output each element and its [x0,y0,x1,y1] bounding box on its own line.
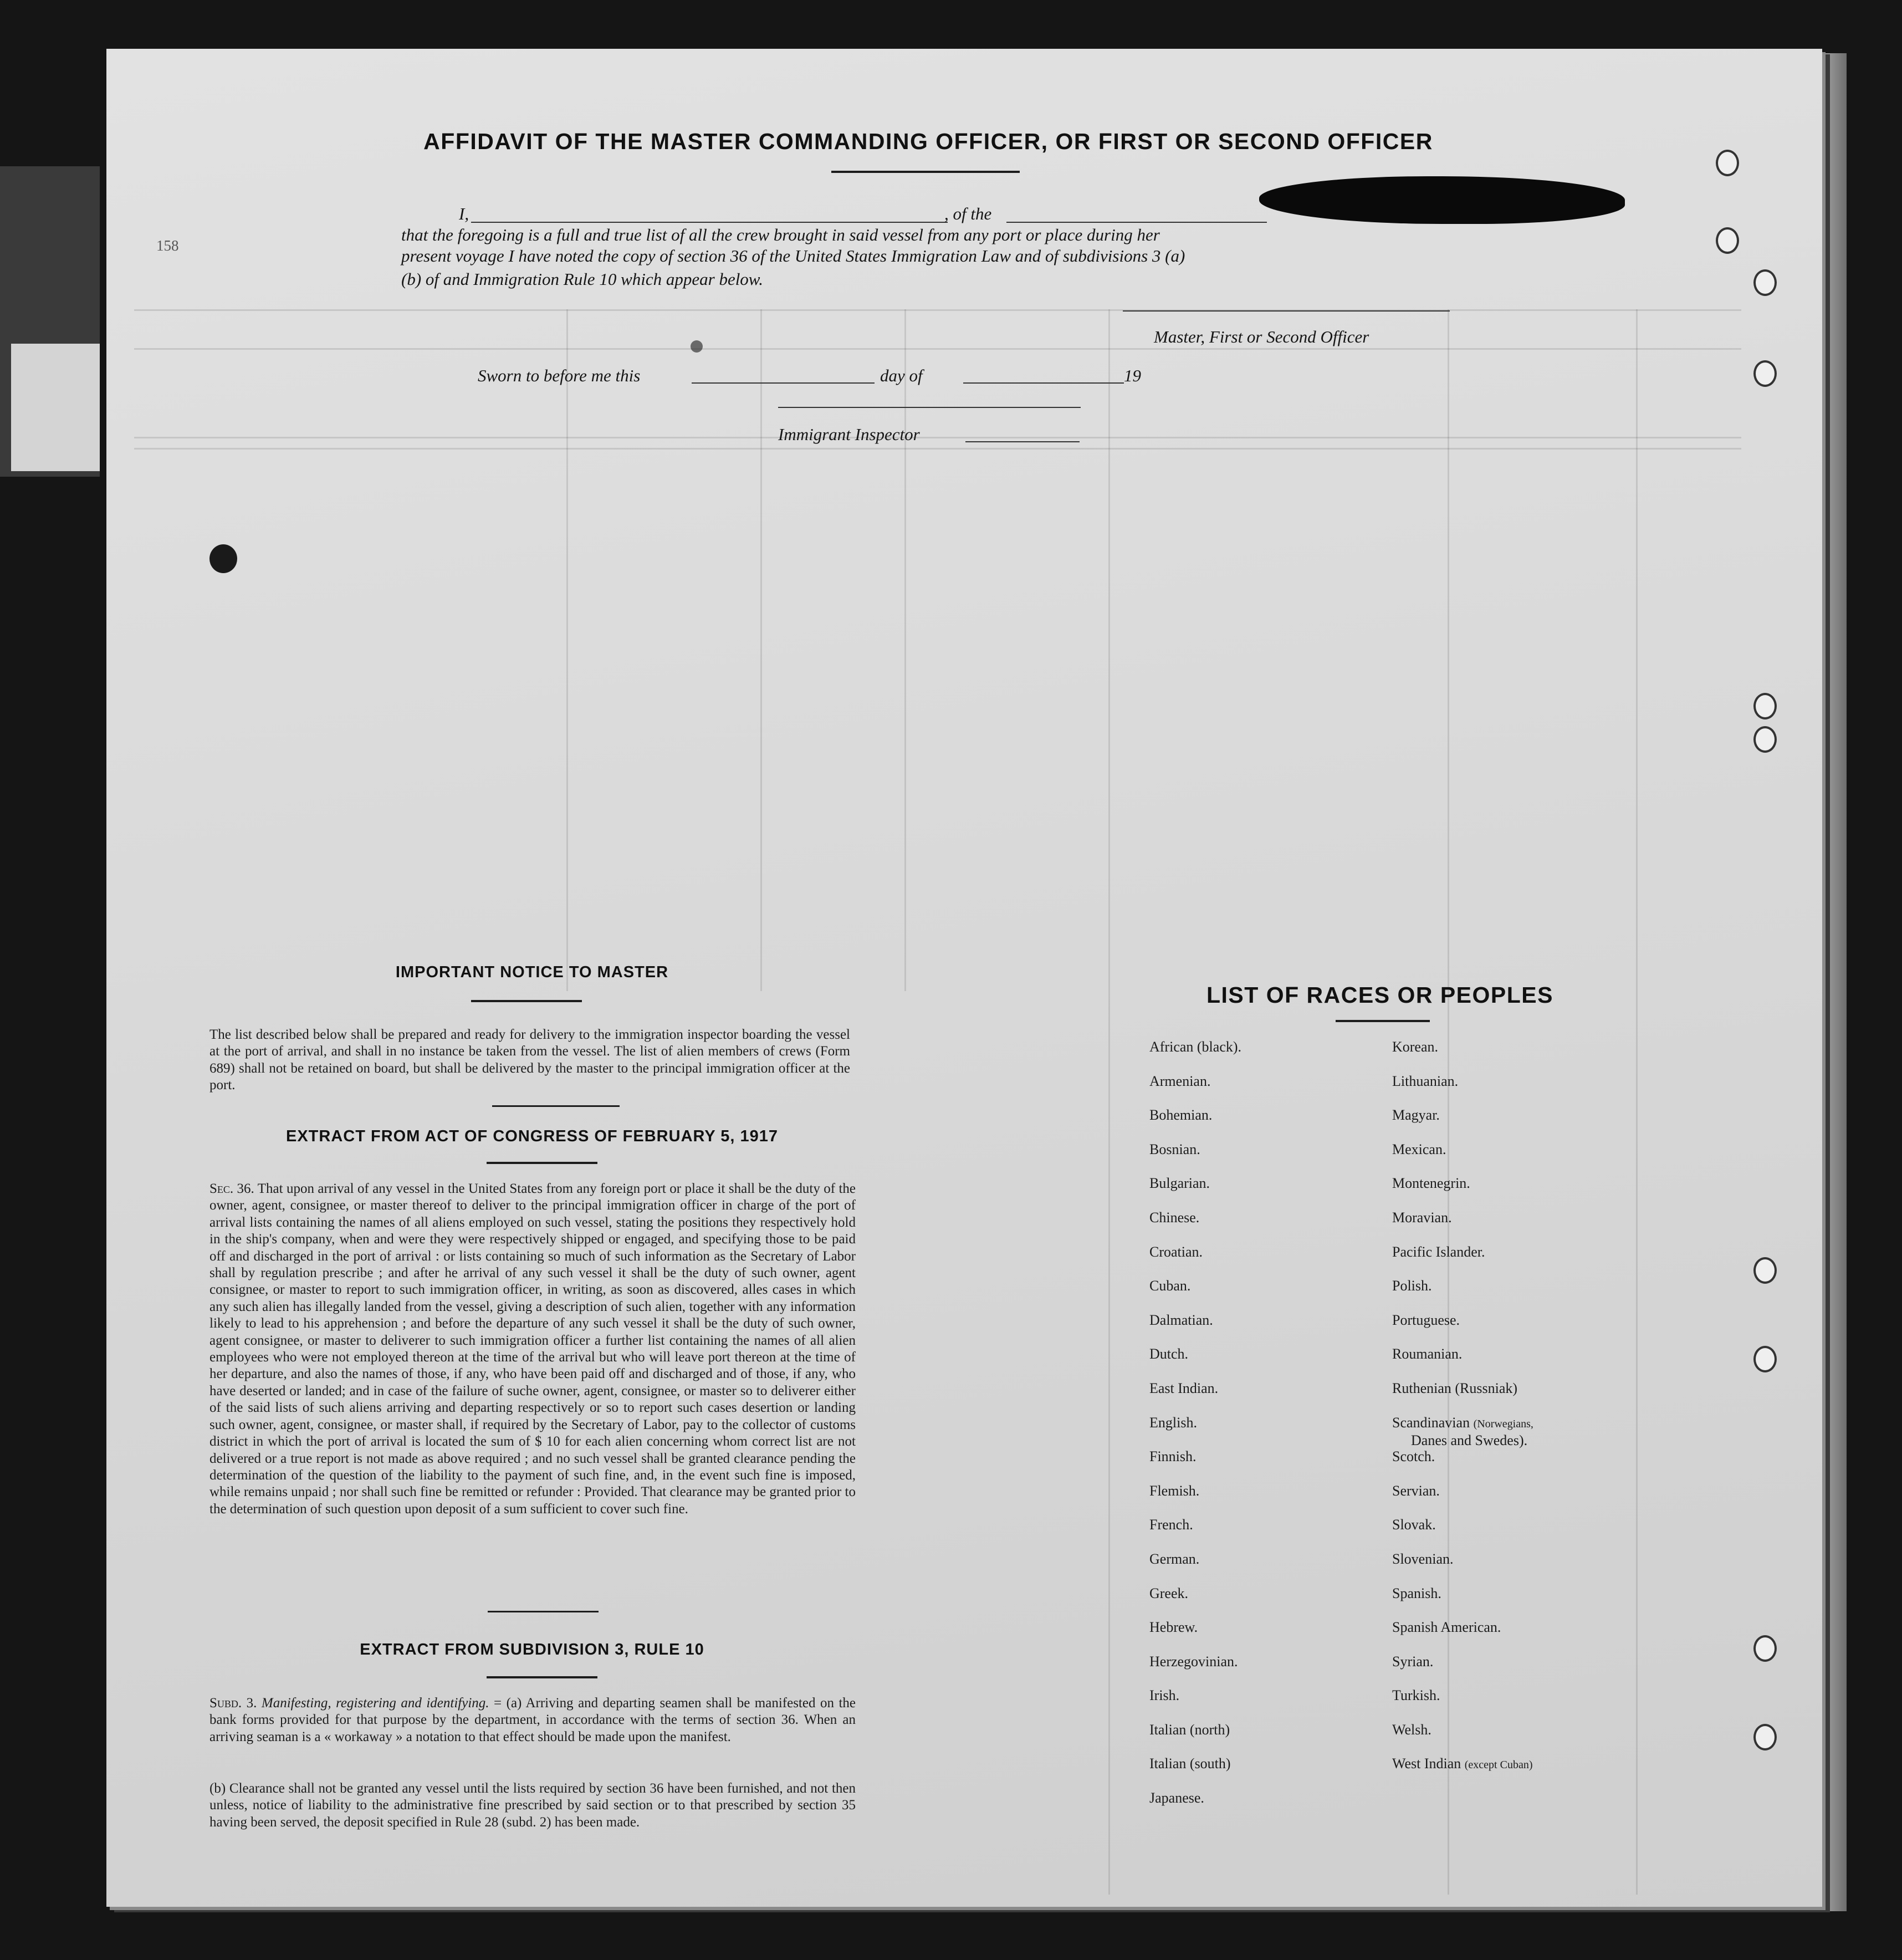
rule-text-a [209,1695,856,1745]
notice-divider [492,1105,620,1107]
race-item: Italian (north) [1149,1721,1230,1738]
race-item [1392,1107,1625,1141]
race-item [1392,1483,1625,1517]
act-body: That upon arrival of any vessel in the United States from any foreign port or place it shall be the duty of the owner, agent, consignee, or master thereof to deliver to the principal immigration officer in charge of the port of arrival lists containing the names of all aliens employed on such vessel, stating the positions they respectively hold in the ship's company, when and were they were respectively shipped or engaged, and specifying those to be paid off and discharged in the port of arrival : or lists containing so much of such information as the Secretary of Labor shall by regulation prescribe ; and after he arrival of any such vessel it shall be the duty of such owner, agent consignee, or master to report to such immigration officer, in writing, as soon as discovered, alles cases in which any such alien has illegally landed from the vessel, giving a description of such alien, together with any information likely to lead to his apprehension ; and before the departure of any such vessel it shall be the duty of such owner, agent consignee, or master to deliverer to such immigration officer a further list containing the names of all alien employees who were not employed thereon at the time of the arrival but who will leave port thereon at the time of her departure, and also the names of those, if any, who have been paid off and discharged and of those, if any, who have deserted or landed; and in case of the failure of suche owner, agent, consignee, or master so to deliverer either of the said lists of such aliens arriving and departing respectively or so to report such cases desertion or landing such owner, agent, consignee, or master shall, if required by the Secretary of Labor, pay to the collector of customs district in which the port of arrival is located the sum of $ 10 for each alien concerning whom correct list are not delivered or a true report is not made as above required ; and no such vessel shall be granted clearance pending the determination of the question of the liability to the payment of such fine, and, in the event such fine is imposed, while remains unpaid ; nor shall such fine be remitted or refunder : Provided. That clearance may be granted prior to the determination of such question upon deposit of a sum sufficient to cover such fine. [209,1181,856,1517]
year-prefix: 19 [1124,366,1141,385]
sworn-fill-line [692,382,875,384]
race-item: Japanese. [1149,1790,1204,1806]
margin-stamp-number: 158 [156,237,179,254]
sworn-label: Sworn to before me this [478,366,641,385]
left-margin-scrap [11,344,100,471]
race-item-label: Roumanian. [1392,1346,1463,1362]
punch-hole [1753,693,1777,719]
month-fill-line [963,382,1124,384]
race-item-label: Korean. [1392,1039,1439,1055]
race-item [1392,1039,1625,1073]
race-item [1392,1722,1625,1756]
race-item: Italian (south) [1149,1755,1231,1772]
race-item-label: Scandinavian [1392,1414,1470,1431]
race-item-label: Lithuanian. [1392,1073,1459,1089]
inspector-signature-line [778,407,1081,408]
bleed-rule [134,348,1741,350]
act-text [209,1181,856,1518]
race-item [1392,1244,1625,1278]
punch-hole [1753,1257,1777,1284]
affidavit-i-label: I, [459,204,469,223]
affidavit-line-1: that the foregoing is a full and true list of all the crew brought in said vessel from any port or place during her [401,225,1160,244]
affidavit-title: AFFIDAVIT OF THE MASTER COMMANDING OFFICER, OR FIRST OR SECOND OFFICER [423,129,1433,154]
act-title: EXTRACT FROM ACT OF CONGRESS OF FEBRUARY 5, 1917 [285,1127,779,1145]
rule-subd-heading: Manifesting, registering and identifying. [261,1696,489,1711]
race-item-label: Ruthenian (Russniak) [1392,1380,1518,1396]
race-item [1392,1415,1625,1449]
name-fill-line [471,222,948,223]
punch-hole [1753,269,1777,296]
race-item-label: Spanish American. [1392,1619,1501,1636]
race-item [1392,1209,1625,1244]
affidavit-line-2: present voyage I have noted the copy of section 36 of the United States Immigration Law and of subdivisions 3 (a) [401,246,1185,266]
race-item [1392,1141,1625,1176]
act-section-label: Sec. 36. [209,1181,254,1196]
inspector-fill-line [965,441,1080,442]
notice-text: The list described below shall be prepared and ready for delivery to the immigration inspector boarding the vessel at the port of arrival, and shall in no instance be taken from the vessel. The list of alien members of crews (Form 689) shall not be retained on board, but shall be delivered by the master to the principal immigration officer at the port. [209,1027,850,1093]
race-item [1392,1551,1625,1585]
race-item-label: Moravian. [1392,1209,1452,1226]
punch-hole [1753,726,1777,753]
race-item: Greek. [1149,1585,1189,1601]
vessel-fill-line [1006,222,1267,223]
race-item [1392,1517,1625,1551]
punch-hole [1753,1635,1777,1662]
race-item [1392,1585,1625,1620]
punch-hole [1716,150,1739,176]
affidavit-of-the-label: , of the [944,204,992,223]
race-item [1392,1755,1625,1790]
race-item: Bohemian. [1149,1107,1213,1124]
races-right-column [1392,1039,1625,1790]
race-item-note: (except Cuban) [1464,1759,1533,1772]
day-of-label: day of [880,366,923,385]
race-item: Bosnian. [1149,1141,1200,1157]
signature-line [1123,310,1450,312]
race-item: Dalmatian. [1149,1311,1213,1328]
race-item-label: Magyar. [1392,1107,1440,1124]
rule-text-b: (b) Clearance shall not be granted any vessel until the lists required by section 36 have been furnished, and not then unless, notice of liability to the administrative fine prescribed by said section or to that prescribed by section 35 having been served, the deposit specified in Rule 28 (subd. 2) has been made. [209,1781,856,1830]
rule-text-a-body: = (a) Arriving and departing seamen shall be manifested on the bank forms provided for that purpose by the department, in accordance with the terms of section 36. When an arriving seaman is a « workaway » a notation to that effect should be made upon the manifest. [209,1696,856,1744]
race-item-label: Turkish. [1392,1687,1440,1704]
signature-label: Master, First or Second Officer [1154,327,1369,346]
title-underline [831,171,1020,173]
races-underline [1336,1020,1430,1022]
bleed-rule [134,437,1741,438]
notice-underline [471,1000,582,1002]
race-item-label: Slovenian. [1392,1550,1454,1567]
bleed-rule [1108,309,1110,1895]
race-item [1392,1346,1625,1380]
rule-title: EXTRACT FROM SUBDIVISION 3, RULE 10 [360,1641,704,1658]
races-left-column [1149,1039,1382,1824]
bleed-rule [134,309,1741,311]
race-item: Armenian. [1149,1073,1211,1089]
rule-underline [487,1676,597,1678]
race-item: African (black). [1149,1039,1242,1055]
bleed-rule [760,309,762,991]
race-item [1392,1278,1625,1312]
race-item-label: Syrian. [1392,1653,1434,1670]
rule-subd-label: Subd. 3. [209,1696,257,1711]
bleed-rule [134,448,1741,450]
races-title: LIST OF RACES OR PEOPLES [1206,982,1553,1008]
race-item: Finnish. [1149,1448,1197,1465]
race-item-label: Slovak. [1392,1517,1436,1533]
race-item-label: Portuguese. [1392,1311,1460,1328]
race-item: Chinese. [1149,1209,1200,1226]
redacted-vessel-name [1259,176,1625,224]
race-item: East Indian. [1149,1380,1219,1396]
bleed-rule [904,309,906,991]
race-item [1392,1175,1625,1209]
race-item: German. [1149,1550,1200,1567]
race-item-label: Servian. [1392,1482,1440,1499]
race-item: Dutch. [1149,1346,1189,1362]
race-item [1392,1653,1625,1688]
race-item [1392,1312,1625,1346]
race-item-label: Mexican. [1392,1141,1446,1157]
race-item-note: (Norwegians, [1473,1417,1533,1430]
race-item-label: Spanish. [1392,1585,1441,1601]
notice-title: IMPORTANT NOTICE TO MASTER [395,963,669,981]
race-item-label: West Indian [1392,1755,1461,1772]
punch-hole [1753,1346,1777,1372]
affidavit-line-3: (b) of and Immigration Rule 10 which appear below. [401,269,763,289]
race-item-label: Polish. [1392,1278,1432,1294]
race-item-label: Welsh. [1392,1721,1431,1738]
race-item [1392,1687,1625,1722]
race-item [1392,1448,1625,1483]
inspector-label: Immigrant Inspector [778,425,920,444]
race-item [1392,1619,1625,1653]
race-item: Flemish. [1149,1482,1200,1499]
race-item: Cuban. [1149,1278,1191,1294]
ink-blot [209,544,237,573]
race-item-label: Pacific Islander. [1392,1243,1485,1260]
act-underline [487,1162,597,1164]
race-item-label: Scotch. [1392,1448,1435,1465]
race-item: Croatian. [1149,1243,1203,1260]
bleed-rule [566,309,568,991]
race-item: Hebrew. [1149,1619,1198,1636]
race-item [1392,1073,1625,1107]
race-item [1392,1380,1625,1415]
ink-blot [691,340,703,353]
punch-hole [1753,360,1777,387]
act-divider [488,1611,599,1612]
race-item-label: Montenegrin. [1392,1175,1470,1192]
race-item: French. [1149,1517,1193,1533]
race-item: Irish. [1149,1687,1180,1704]
race-item: Herzegovinian. [1149,1653,1238,1670]
punch-hole [1716,227,1739,254]
bleed-rule [1636,309,1638,1895]
race-item: Bulgarian. [1149,1175,1210,1192]
race-item-note: Danes and Swedes). [1411,1432,1528,1448]
race-item: English. [1149,1414,1197,1431]
